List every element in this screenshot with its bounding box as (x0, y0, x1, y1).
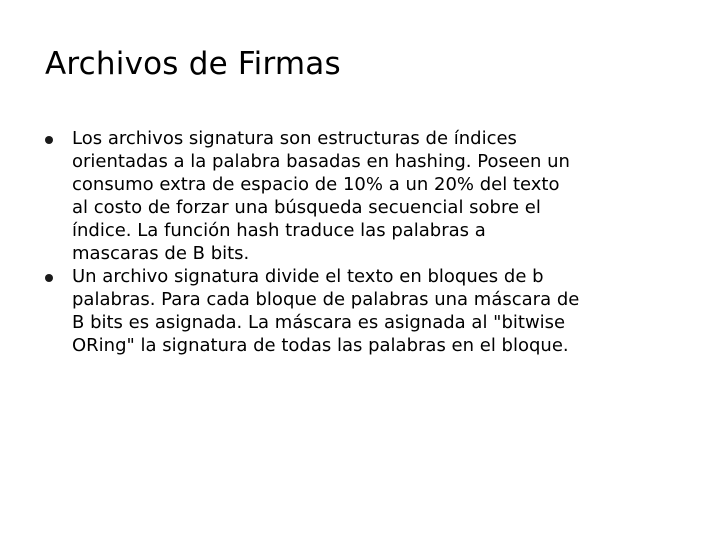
slide-title: Archivos de Firmas (45, 46, 341, 82)
bullet-line: B bits es asignada. La máscara es asignada al "bitwise (72, 312, 566, 333)
bullet-line: al costo de forzar una búsqueda secuencial sobre el (72, 197, 541, 218)
bullet-line: ORing" la signatura de todas las palabras en el bloque. (72, 335, 569, 356)
bullet-line: orientadas a la palabra basadas en hashing. Poseen un (72, 151, 570, 172)
bullet-line: Un archivo signatura divide el texto en bloques de b (72, 266, 544, 287)
bullet-list (45, 127, 695, 357)
bullet-dot-icon (45, 274, 53, 282)
bullet-item-signature-division (45, 265, 695, 357)
bullet-item-signature-files (45, 127, 695, 265)
bullet-line: índice. La función hash traduce las palabras a (72, 220, 486, 241)
bullet-line: consumo extra de espacio de 10% a un 20% del texto (72, 174, 560, 195)
bullet-line: mascaras de B bits. (72, 243, 250, 264)
bullet-line: palabras. Para cada bloque de palabras una máscara de (72, 289, 580, 310)
bullet-dot-icon (45, 136, 53, 144)
bullet-line: Los archivos signatura son estructuras de índices (72, 128, 517, 149)
